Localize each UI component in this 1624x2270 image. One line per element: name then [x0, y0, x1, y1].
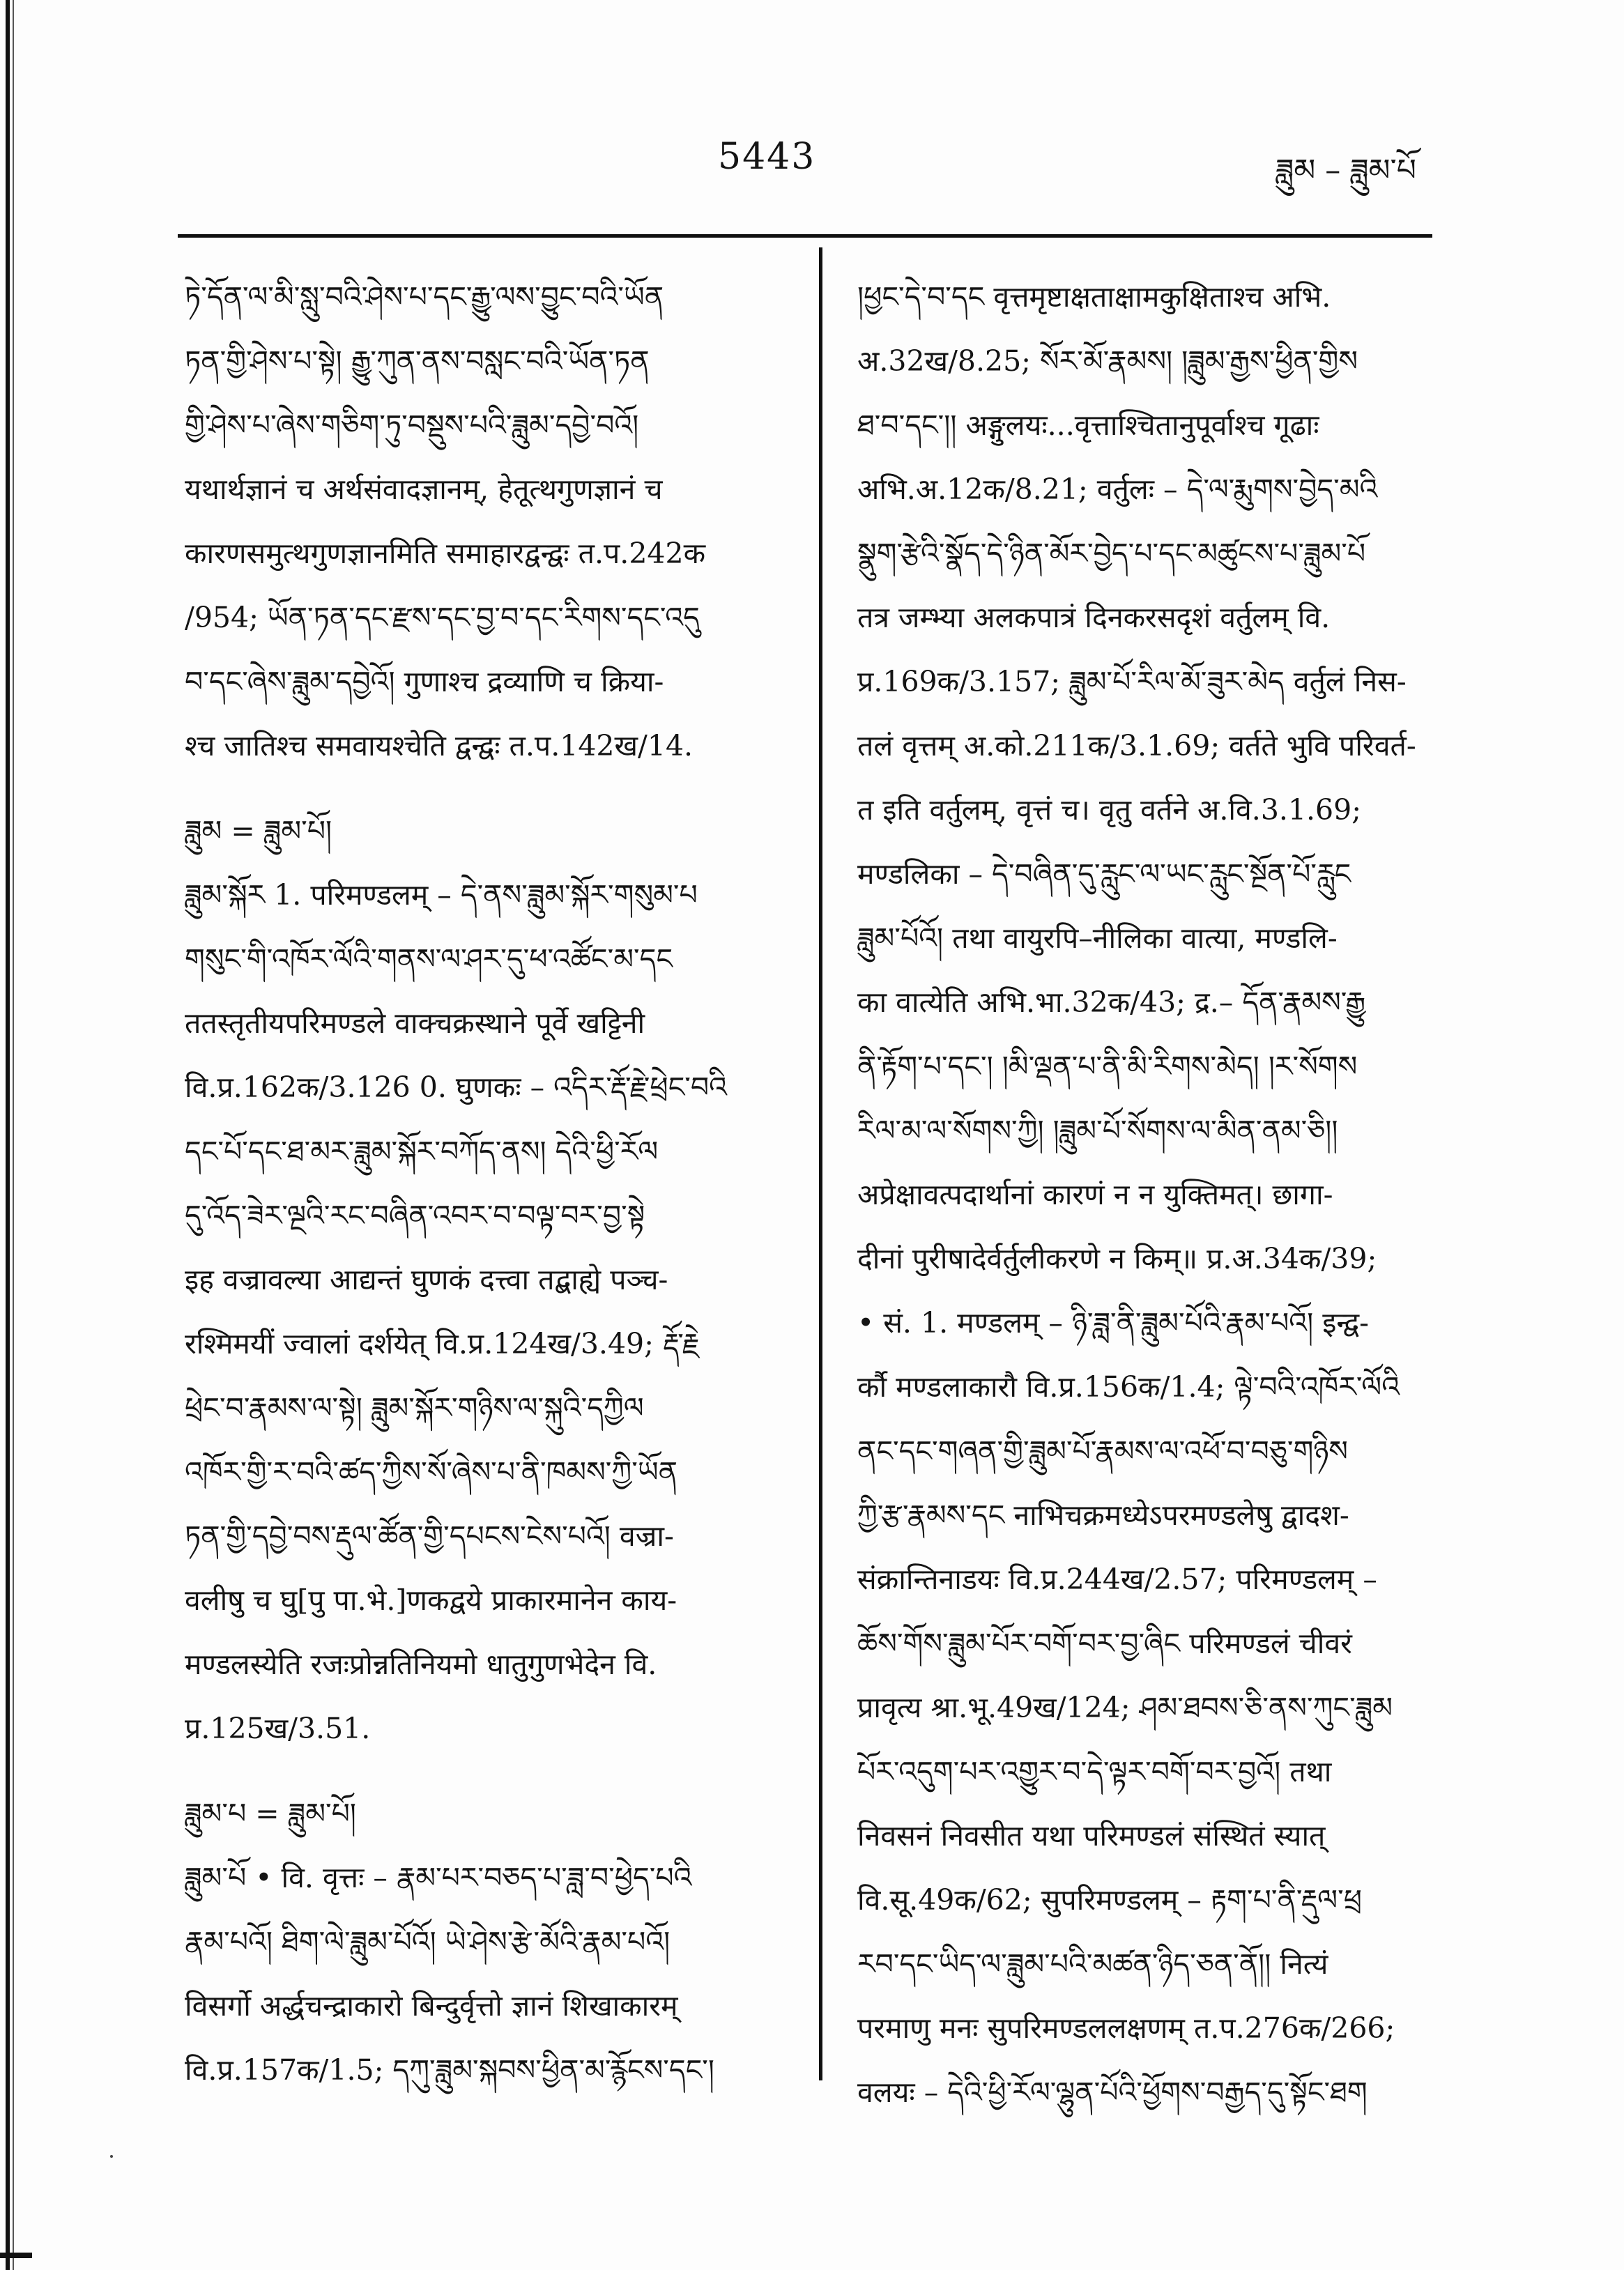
- text-line: འཁོར་གྱི་ར་བའི་ཚད་ཀྱིས་སོ་ཞེས་པ་ནི་ཁམས་ཀྱི་ཡོན: [185, 1455, 677, 1489]
- scan-speck: [110, 2155, 113, 2158]
- text-line: ནང་དང་གཞན་གྱི་ཟླུམ་པོ་རྣམས་ལ་འཕོ་བ་བཅུ་གཉིས: [857, 1434, 1348, 1468]
- text-line: निवसनं निवसीत यथा परिमण्डलं संस्थितं स्यात्: [857, 1819, 1326, 1853]
- text-line: རིལ་མ་ལ་སོགས་ཀྱི། །ཟླུམ་པོ་སོགས་ལ་མིན་ནམ་ཅི།།: [857, 1114, 1338, 1147]
- text-line: གྱི་ཤེས་པ་ཞེས་གཅིག་ཏུ་བསྡུས་པའི་ཟླུམ་དབྱེ་བའོ།: [185, 408, 639, 442]
- page-number: 5443: [718, 136, 816, 178]
- text-line: का वात्येति अभि.भा.32क/43; द्र.– དོན་རྣམས་རྒྱུ: [857, 986, 1366, 1019]
- text-line: इह वज्रावल्या आद्यन्तं घुणकं दत्त्वा तद्बाह्ये पञ्च-: [185, 1263, 668, 1296]
- text-line: ततस्तृतीयपरिमण्डले वाक्चक्रस्थाने पूर्वे खट्टिनी: [185, 1006, 645, 1040]
- text-line: वलीषु च घु[पु पा.भे.]णकद्वये प्राकारमानेन काय-: [185, 1583, 677, 1617]
- column-divider: [819, 247, 822, 2080]
- text-line: དུ་འོད་ཟེར་ལྔའི་རང་བཞིན་འབར་བ་བལྟ་བར་བྱ་སྟེ: [185, 1199, 645, 1232]
- scan-corner-mark: [0, 2253, 32, 2258]
- text-line: གསུང་གི་འཁོར་ལོའི་གནས་ལ་ཤར་དུ་ཕ་འཚོང་མ་དང: [185, 942, 673, 976]
- text-line: ནི་རྟོག་པ་དང་། །མི་ལྡན་པ་ནི་མི་རིགས་མེད། །ར་སོགས: [857, 1050, 1358, 1083]
- text-line: वि.प्र.162क/3.126 0. घुणकः – འདིར་རྡོ་རྗེ་ཕྲེང་བའི: [185, 1071, 728, 1104]
- text-line: སྣུག་རྩེའི་སྣོད་དེ་ཉིན་མོར་བྱེད་པ་དང་མཚུངས་པ་ཟླུམ་པོ: [857, 537, 1366, 570]
- text-line: ཐ་བ་དང་།། अङ्गुलयः...वृत्ताश्चितानुपूर्वाश्च गूढाः: [857, 408, 1319, 442]
- text-line: अप्रेक्षावत्पदार्थानां कारणं न न युक्तिमत्। छागा-: [857, 1178, 1333, 1211]
- running-head: ཟླུམ – ཟླུམ་པོ: [1276, 153, 1416, 188]
- text-line: वि.प्र.157क/1.5; དཀུ་ཟླུམ་སྐབས་ཕྱིན་མ་རྙོངས་དང་།: [185, 2053, 714, 2087]
- text-line: ཆོས་གོས་ཟླུམ་པོར་བགོ་བར་བྱ་ཞིང परिमण्डलं चीवरं: [857, 1627, 1352, 1660]
- page-edge-shadow: [13, 0, 14, 2270]
- entry-headword: ཟླུམ་པ = ཟླུམ་པོ།: [185, 1797, 356, 1830]
- text-line: तत्र जम्भ्या अलकपात्रं दिनकरसदृशं वर्तुलम् वि.: [857, 601, 1331, 634]
- text-line: པོར་འདུག་པར་འགྱུར་བ་དེ་ལྟར་བགོ་བར་བྱའོ། तथा: [857, 1755, 1332, 1788]
- entry-headword: ཟླུམ = ཟླུམ་པོ།: [185, 814, 332, 848]
- text-line: मण्डलस्येति रजःप्रोन्नतिनियमो धातुगुणभेदेन वि.: [185, 1648, 657, 1681]
- text-line: यथार्थज्ञानं च अर्थसंवादज्ञानम्, हेतूत्थगुणज्ञानं च: [185, 473, 663, 506]
- text-line: र्कौ मण्डलाकारौ वि.प्र.156क/1.4; ལྟེ་བའི་འཁོར་ལོའི: [857, 1370, 1400, 1404]
- text-line: ཟླུམ་པོའོ། तथा वायुरपि–नीलिका वात्या, मण्डलि-: [857, 921, 1338, 955]
- text-line: །ཕྱང་དེ་བ་དང वृत्तमृष्टाक्षताक्षामकुक्षिताश्च अभि.: [857, 280, 1331, 314]
- text-line: अ.32ख/8.25; སོར་མོ་རྣམས། །ཟླུམ་རྒྱས་ཕྱིན་གྱིས: [857, 344, 1358, 378]
- text-line: དང་པོ་དང་ཐ་མར་ཟླུམ་སྐོར་བཀོད་ནས། དེའི་ཕྱི་རོལ: [185, 1135, 659, 1168]
- text-line: मण्डलिका – དེ་བཞིན་དུ་རླུང་ལ་ཡང་རླུང་སྔོན་པོ་རླུང: [857, 857, 1351, 891]
- right-column: [857, 265, 1443, 2124]
- text-line: /954; ཡོན་ཏན་དང་རྫས་དང་བྱ་བ་དང་རིགས་དང་འདུ: [185, 601, 700, 634]
- entry-headword: ཟླུམ་སྐོར 1. परिमण्डलम् – དེ་ནས་ཟླུམ་སྐོར་གསུམ་པ: [185, 878, 698, 912]
- text-line: प्र.125ख/3.51.: [185, 1712, 371, 1745]
- text-line: संक्रान्तिनाडयः वि.प्र.244ख/2.57; परिमण्डलम् –: [857, 1563, 1377, 1596]
- text-line: ཀྱི་རྩ་རྣམས་དང नाभिचक्रमध्येऽपरमण्डलेषु द्वादश-: [857, 1498, 1349, 1532]
- text-line: • सं. 1. मण्डलम् – ཉི་ཟླ་ནི་ཟླུམ་པོའི་རྣམ་པའོ། इन्द्व-: [857, 1306, 1369, 1340]
- text-line: ཏེ་དོན་ལ་མི་སླུ་བའི་ཤེས་པ་དང་རྒྱུ་ལས་བྱུང་བའི་ཡོན: [185, 280, 664, 314]
- text-line: རྣམ་པའོ། ཐིག་ལེ་ཟླུམ་པོའོ། ཡེ་ཤེས་རྩེ་མོའི་རྣམ་པའོ།: [185, 1925, 671, 1958]
- text-line: वलयः – དེའི་ཕྱི་རོལ་ལྷུན་པོའི་ཕྱོགས་བརྒྱད་དུ་སྟོང་ཐག: [857, 2076, 1368, 2109]
- text-line: कारणसमुत्थगुणज्ञानमिति समाहारद्वन्द्वः त.प.242क: [185, 537, 706, 570]
- text-line: परमाणु मनः सुपरिमण्डललक्षणम् त.प.276क/266;: [857, 2011, 1395, 2045]
- text-line: तलं वृत्तम् अ.को.211क/3.1.69; वर्तते भुवि परिवर्त-: [857, 729, 1416, 762]
- text-line: वि.सू.49क/62; सुपरिमण्डलम् – རྟག་པ་ནི་རྡུལ་ཕྲ: [857, 1883, 1363, 1917]
- text-line: རབ་དང་ཡིད་ལ་ཟླུམ་པའི་མཚན་ཉིད་ཅན་ནོ།། नित्यं: [857, 1947, 1328, 1981]
- text-line: བ་དང་ཞེས་ཟླུམ་དབྱེའོ། गुणाश्च द्रव्याणि च क्रिया-: [185, 665, 664, 698]
- text-line: प्रावृत्य श्रा.भू.49ख/124; ཤམ་ཐབས་ཅི་ནས་ཀུང་ཟླུམ: [857, 1691, 1393, 1724]
- text-line: ཏན་གྱི་ཤེས་པ་སྟེ། རྒྱུ་ཀུན་ནས་བསླང་བའི་ཡོན་ཏན: [185, 344, 650, 378]
- text-line: श्च जातिश्च समवायश्चेति द्वन्द्वः त.प.142ख/14.: [185, 729, 694, 762]
- header-rule: [178, 234, 1432, 238]
- text-line: त इति वर्तुलम्, वृत्तं च। वृतु वर्तने अ.वि.3.1.69;: [857, 793, 1362, 827]
- text-line: रश्मिमयीं ज्वालां दर्शयेत् वि.प्र.124ख/3.49; རྡོ་རྗེ: [185, 1327, 700, 1360]
- text-line: ཏན་གྱི་དབྱེ་བས་རྡུལ་ཚོན་གྱི་དཔངས་ངེས་པའོ། वज्रा-: [185, 1519, 674, 1553]
- text-line: दीनां पुरीषादेर्वर्तुलीकरणे न किम्॥ प्र.अ.34क/39;: [857, 1242, 1377, 1275]
- text-line: अभि.अ.12क/8.21; वर्तुलः – དེ་ལ་རྨུགས་བྱེད་མའི: [857, 473, 1378, 506]
- text-line: विसर्गो अर्द्धचन्द्राकारो बिन्दुर्वृत्तो ज्ञानं शिखाकारम्: [185, 1989, 678, 2023]
- left-column: [185, 265, 798, 2102]
- text-line: ཕྲེང་བ་རྣམས་ལ་སྟེ། ཟླུམ་སྐོར་གཉིས་ལ་སྐུའི་དཀྱིལ: [185, 1391, 644, 1425]
- entry-headword: ཟླུམ་པོ • वि. वृत्तः – རྣམ་པར་བཅད་པ་ཟླ་བ་ཕྱེད་པའི: [185, 1861, 692, 1894]
- page-edge-rule: [6, 0, 10, 2270]
- text-line: प्र.169क/3.157; ཟླུམ་པོ་རིལ་མོ་ཟུར་མེད वर्तुलं निस-: [857, 665, 1407, 698]
